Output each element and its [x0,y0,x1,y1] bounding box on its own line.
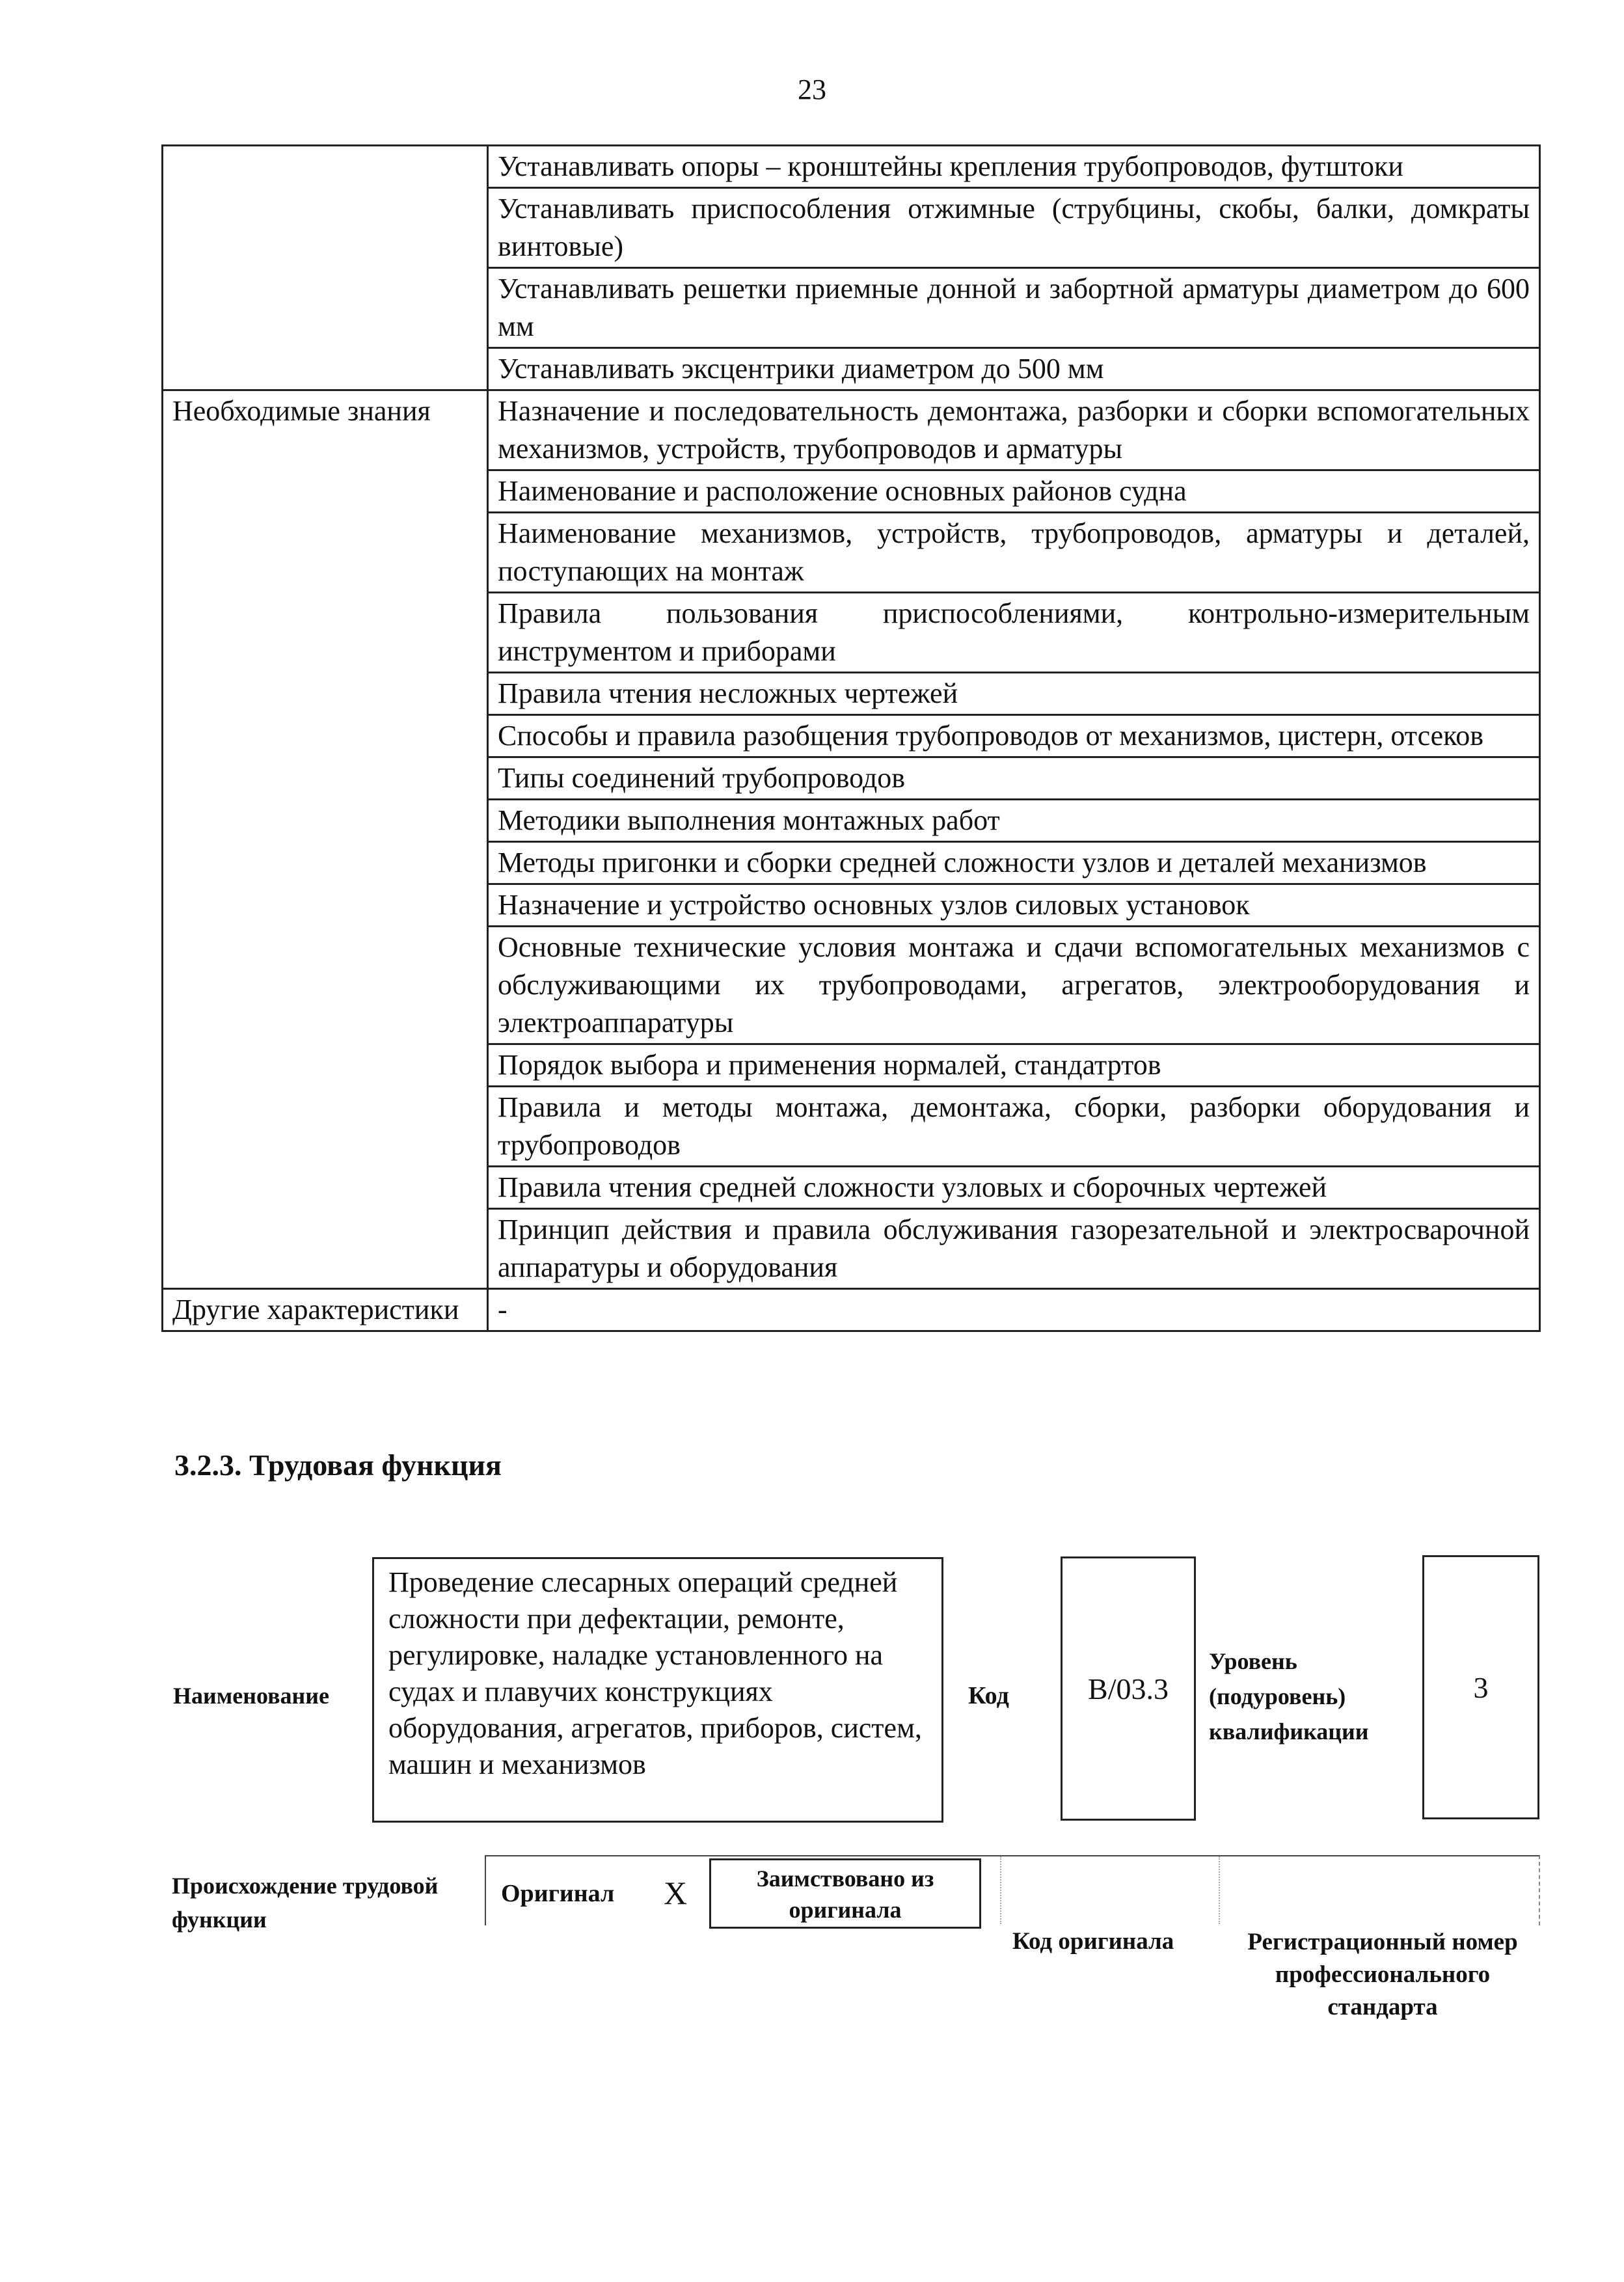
original-label: Оригинал [501,1880,615,1907]
table-cell: Способы и правила разобщения трубопроводов от механизмов, цистерн, отсеков [488,715,1540,757]
table-cell: Основные технические условия монтажа и сдачи вспомогательных механизмов с обслуживающими их трубопроводами, агрегатов, электрооборудования и электроаппаратуры [488,927,1540,1044]
divider [1000,1856,1001,1924]
table-cell: Устанавливать эксцентрики диаметром до 500 мм [488,348,1540,390]
requirements-table [161,144,1541,1332]
row-header-cell [163,146,488,390]
level-label: Уровень (подуровень) квалификации [1209,1648,1369,1745]
table-cell: Назначение и устройство основных узлов силовых установок [488,884,1540,927]
table-cell: Устанавливать решетки приемные донной и забортной арматуры диаметром до 600 мм [488,268,1540,348]
table-cell: Наименование и расположение основных районов судна [488,470,1540,513]
table-cell: Правила чтения средней сложности узловых и сборочных чертежей [488,1167,1540,1209]
original-mark: X [664,1875,688,1911]
table-cell: Правила и методы монтажа, демонтажа, сборки, разборки оборудования и трубопроводов [488,1087,1540,1167]
table-cell: Правила чтения несложных чертежей [488,673,1540,715]
function-name-box: Проведение слесарных операций средней сложности при дефектации, ремонте, регулировке, наладке установленного на судах и плавучих конструкциях оборудования, агрегатов, приборов, систем, машин и механизмов [372,1557,943,1823]
table-cell: Правила пользования приспособлениями, контрольно-измерительным инструментом и приборами [488,593,1540,673]
table-cell: - [488,1289,1540,1331]
level-box: 3 [1422,1555,1539,1819]
borrowed-box: Заимствовано из оригинала [709,1858,981,1929]
table-row [163,146,1540,188]
table-cell: Типы соединений трубопроводов [488,757,1540,800]
required-knowledge-header: Необходимые знания [163,390,488,1289]
table-row [163,1289,1540,1331]
section-heading: 3.2.3. Трудовая функция [174,1448,502,1482]
code-label: Код [968,1682,1009,1709]
table-row [163,390,1540,470]
table-cell: Принцип действия и правила обслуживания газорезательной и электросварочной аппаратуры и оборудования [488,1209,1540,1289]
code-box: B/03.3 [1061,1556,1196,1821]
origin-frame [485,1855,1540,1925]
table-cell: Устанавливать опоры – кронштейны крепления трубопроводов, футштоки [488,146,1540,188]
origin-code-label: Код оригинала [1012,1928,1174,1955]
name-label: Наименование [173,1683,329,1709]
table-cell: Назначение и последовательность демонтажа, разборки и сборки вспомогательных механизмов, устройств, трубопроводов и арматуры [488,390,1540,470]
table-cell: Методы пригонки и сборки средней сложности узлов и деталей механизмов [488,842,1540,884]
table-cell: Порядок выбора и применения нормалей, стандатртов [488,1044,1540,1087]
other-characteristics-header: Другие характеристики [163,1289,488,1331]
table-cell: Устанавливать приспособления отжимные (струбцины, скобы, балки, домкраты винтовые) [488,188,1540,268]
origin-label: Происхождение трудовой функции [172,1873,439,1933]
table-cell: Наименование механизмов, устройств, трубопроводов, арматуры и деталей, поступающих на монтаж [488,513,1540,593]
page-number: 23 [798,74,826,105]
table-cell: Методики выполнения монтажных работ [488,800,1540,842]
divider [1219,1856,1220,1924]
reg-number-label: Регистрационный номер профессионального стандарта [1247,1929,1518,2020]
